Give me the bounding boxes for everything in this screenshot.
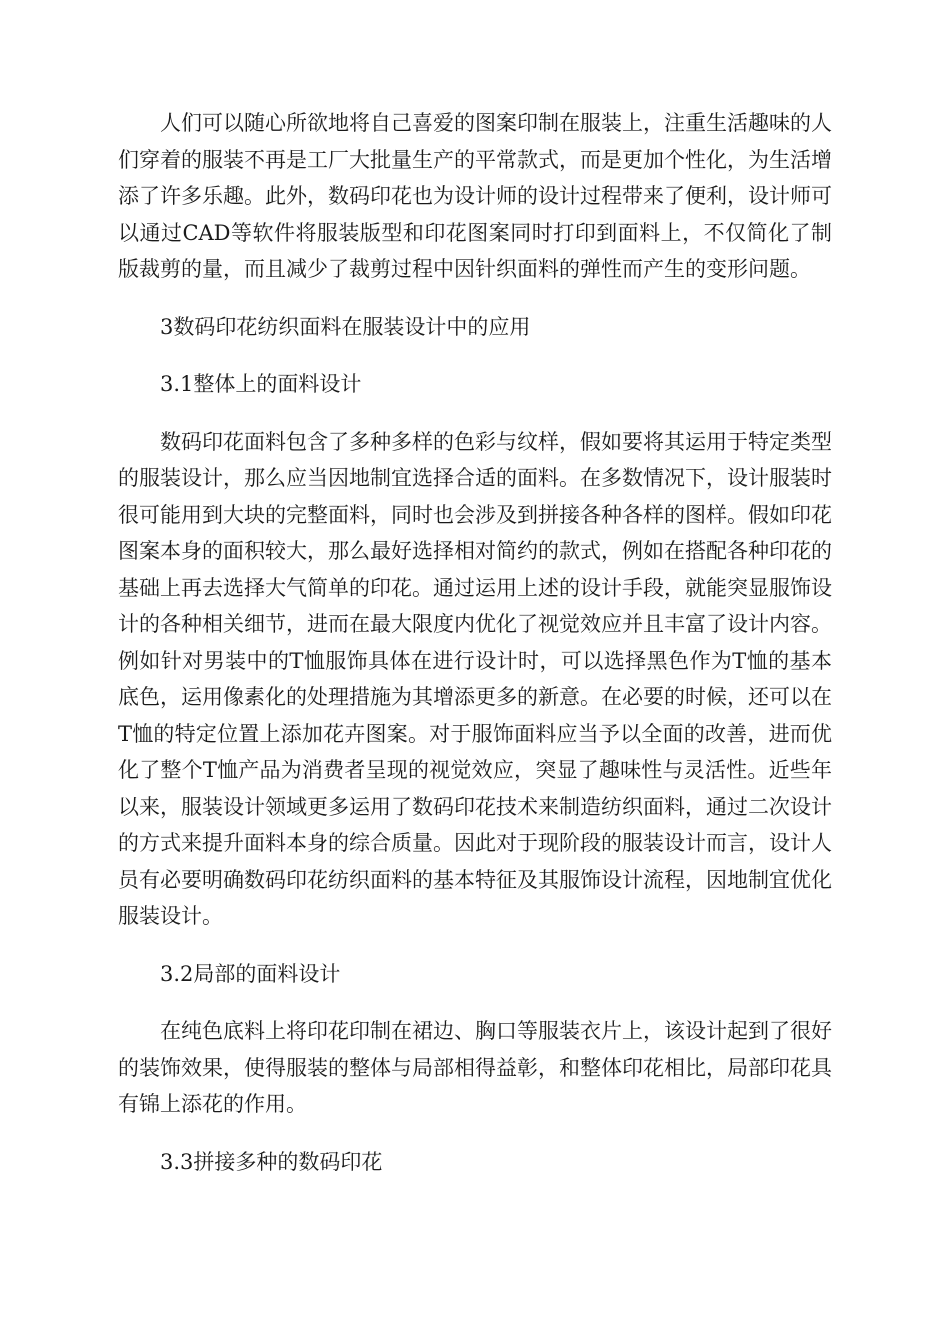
subsection-heading-3-1: 3.1整体上的面料设计 (160, 372, 362, 396)
paragraph-intro: 人们可以随心所欲地将自己喜爱的图案印制在服装上，注重生活趣味的人们穿着的服装不再是工厂大批量生产的平常款式，而是更加个性化，为生活增添了许多乐趣。此外，数码印花也为设计师的设计过程带来了便利，设计师可以通过CAD等软件将服装版型和印花图案同时打印到面料上，不仅简化了制版裁剪的量，而且减少了裁剪过程中因针织面料的弹性而产生的变形问题。 (118, 111, 832, 281)
paragraph-local-fabric-design: 在纯色底料上将印花印制在裙边、胸口等服装衣片上，该设计起到了很好的装饰效果，使得服装的整体与局部相得益彰，和整体印花相比，局部印花具有锦上添花的作用。 (118, 1019, 832, 1116)
document-page (118, 105, 832, 1201)
subsection-heading-3-2: 3.2局部的面料设计 (160, 961, 341, 986)
section-heading-3: 3数码印花纺织面料在服装设计中的应用 (160, 314, 531, 339)
subsection-heading-3-3: 3.3拼接多种的数码印花 (160, 1149, 383, 1174)
paragraph-overall-fabric-design: 数码印花面料包含了多种多样的色彩与纹样，假如要将其运用于特定类型的服装设计，那么应当因地制宜选择合适的面料。在多数情况下，设计服装时很可能用到大块的完整面料，同时也会涉及到拼接各种各样的图样。假如印花图案本身的面积较大，那么最好选择相对简约的款式，例如在搭配各种印花的基础上再去选择大气简单的印花。通过运用上述的设计手段，就能突显服饰设计的各种相关细节，进而在最大限度内优化了视觉效应并且丰富了设计内容。例如针对男装中的T恤服饰具体在进行设计时，可以选择黑色作为T恤的基本底色，运用像素化的处理措施为其增添更多的新意。在必要的时候，还可以在T恤的特定位置上添加花卉图案。对于服饰面料应当予以全面的改善，进而优化了整个T恤产品为消费者呈现的视觉效应，突显了趣味性与灵活性。近些年以来，服装设计领域更多运用了数码印花技术来制造纺织面料，通过二次设计的方式来提升面料本身的综合质量。因此对于现阶段的服装设计而言，设计人员有必要明确数码印花纺织面料的基本特征及其服饰设计流程，因地制宜优化服装设计。 (118, 429, 832, 928)
